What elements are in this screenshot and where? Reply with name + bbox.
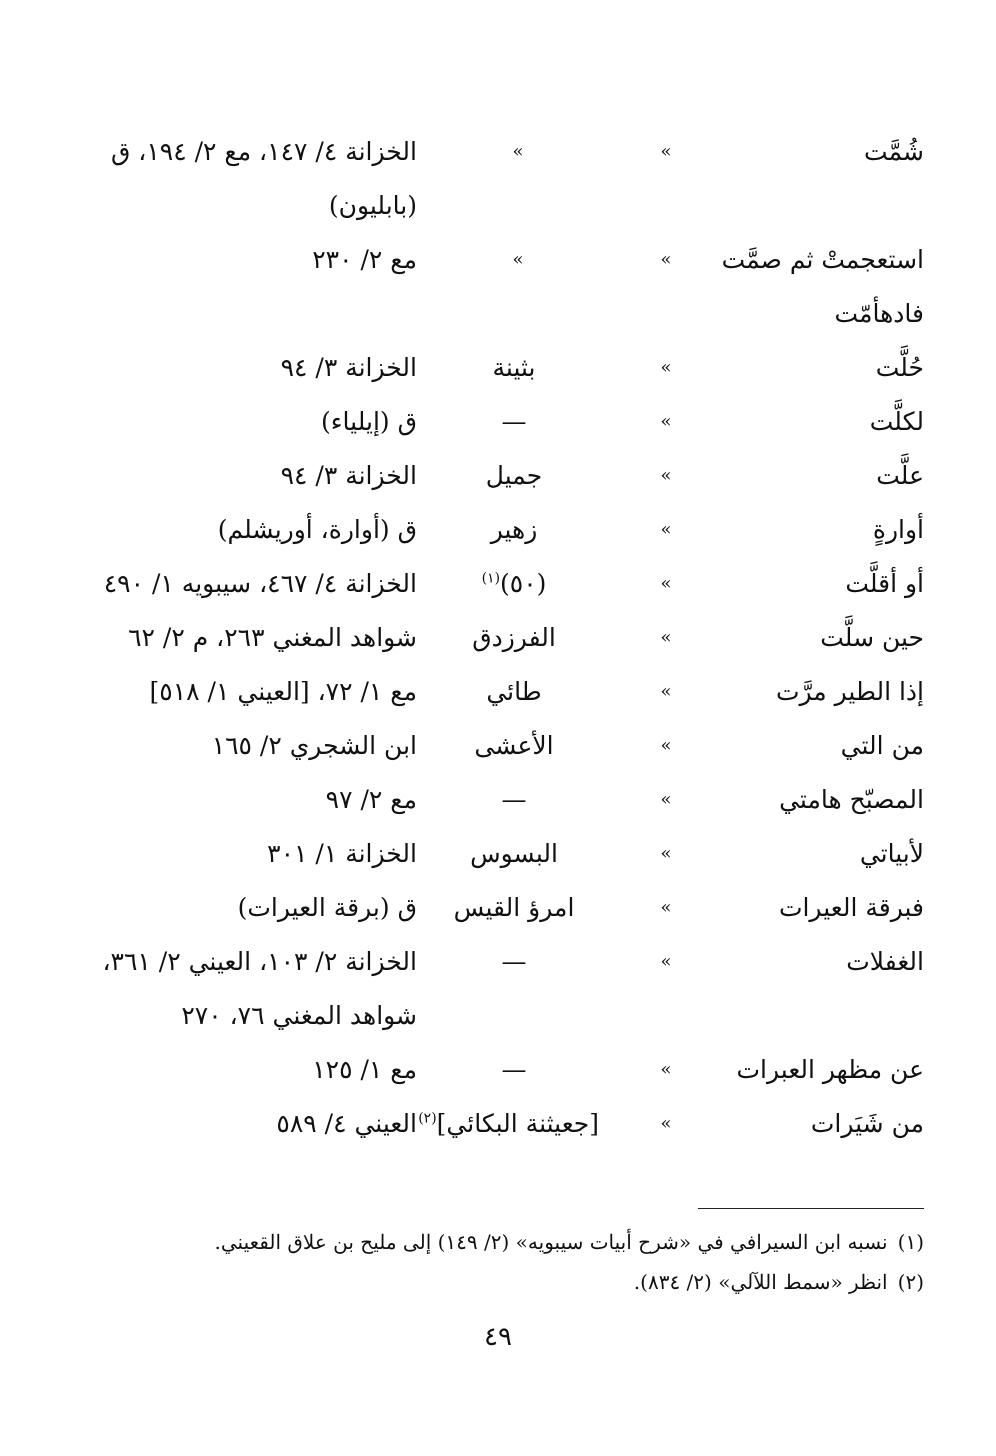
rhyme-word: استعجمتْ ثم صمَّت bbox=[721, 245, 924, 274]
table-row bbox=[64, 719, 924, 773]
table-row bbox=[64, 395, 924, 449]
ditto-mark: » bbox=[660, 249, 672, 270]
ditto-mark: » bbox=[660, 411, 672, 432]
table-row bbox=[64, 341, 924, 395]
ditto-mark: » bbox=[660, 735, 672, 756]
rhyme-word: المصبّح هامتي bbox=[779, 785, 924, 814]
table-row bbox=[64, 449, 924, 503]
ditto-mark: » bbox=[660, 1113, 672, 1134]
footnote bbox=[64, 1222, 924, 1262]
footnote bbox=[64, 1262, 924, 1302]
ditto-mark: » bbox=[660, 627, 672, 648]
source-reference: العيني ٤/ ٥٨٩ bbox=[276, 1109, 417, 1138]
ditto-mark: » bbox=[660, 897, 672, 918]
rhyme-word: الغفلات bbox=[846, 947, 924, 976]
footnote-number: (٢) bbox=[897, 1270, 924, 1294]
ditto-mark: » bbox=[660, 681, 672, 702]
source-reference: مع ١/ ٧٢، [العيني ١/ ٥١٨] bbox=[149, 677, 417, 706]
source-reference: مع ٢/ ٢٣٠ bbox=[312, 245, 417, 274]
ditto-mark: » bbox=[660, 357, 672, 378]
source-reference: الخزانة ٢/ ١٠٣، العيني ٢/ ٣٦١، bbox=[102, 947, 417, 976]
table-row bbox=[64, 1097, 924, 1151]
ditto-mark: » bbox=[512, 249, 524, 270]
ditto-mark: » bbox=[660, 519, 672, 540]
rhyme-index-table bbox=[64, 125, 924, 1151]
poet-name-text: (٥٠) bbox=[500, 569, 547, 598]
ditto-mark: » bbox=[660, 465, 672, 486]
ditto-mark: » bbox=[512, 141, 524, 162]
rhyme-word: لأبياتي bbox=[859, 839, 924, 868]
source-reference: شواهد المغني ٢٦٣، م ٢/ ٦٢ bbox=[128, 623, 417, 652]
source-reference: مع ٢/ ٩٧ bbox=[325, 785, 417, 814]
rhyme-word: فبرقة العيرات bbox=[778, 893, 924, 922]
table-row bbox=[64, 827, 924, 881]
source-reference: الخزانة ٣/ ٩٤ bbox=[280, 461, 417, 490]
footnote-text: نسبه ابن السيرافي في «شرح أبيات سيبويه» (٢/ ١٤٩) إلى مليح بن علاق القعيني. bbox=[214, 1230, 888, 1254]
rhyme-word: أو أقلَّت bbox=[845, 569, 924, 598]
source-reference: ق (أوارة، أوريشلم) bbox=[217, 515, 417, 544]
table-row bbox=[64, 287, 924, 341]
table-row bbox=[64, 773, 924, 827]
rhyme-word: حُلَّت bbox=[875, 353, 924, 382]
rhyme-word: عن مظهر العبرات bbox=[736, 1055, 924, 1084]
poet-name bbox=[418, 1097, 599, 1151]
ditto-mark: » bbox=[660, 843, 672, 864]
table-row bbox=[64, 179, 924, 233]
source-reference: ق (إيلياء) bbox=[321, 407, 417, 436]
table-row bbox=[64, 557, 924, 611]
source-reference: الخزانة ١/ ٣٠١ bbox=[267, 839, 417, 868]
footnote-reference: (١) bbox=[481, 570, 501, 587]
poet-name: زهير bbox=[490, 515, 538, 544]
ditto-mark: » bbox=[660, 951, 672, 972]
source-reference: الخزانة ٤/ ٤٦٧، سيبويه ١/ ٤٩٠ bbox=[103, 569, 417, 598]
footnote-number: (١) bbox=[897, 1230, 924, 1254]
poet-name: طائي bbox=[486, 677, 542, 706]
source-reference-continued: شواهد المغني ٧٦، ٢٧٠ bbox=[181, 1001, 417, 1030]
poet-name: الأعشى bbox=[474, 731, 554, 760]
table-row bbox=[64, 881, 924, 935]
poet-name: امرؤ القيس bbox=[453, 893, 575, 922]
table-row bbox=[64, 989, 924, 1043]
table-row bbox=[64, 233, 924, 287]
source-reference: الخزانة ٣/ ٩٤ bbox=[280, 353, 417, 382]
table-row bbox=[64, 125, 924, 179]
source-reference: ق (برقة العيرات) bbox=[237, 893, 417, 922]
rhyme-word: من شَيَرات bbox=[810, 1109, 924, 1138]
poet-name: — bbox=[501, 1055, 527, 1084]
footnote-reference: (٢) bbox=[418, 1110, 437, 1127]
poet-name: بثينة bbox=[492, 353, 536, 382]
poet-name-text: [جعيثنة البكائي] bbox=[436, 1109, 599, 1138]
poet-name bbox=[429, 557, 599, 611]
footnotes bbox=[64, 1222, 924, 1302]
poet-name: — bbox=[501, 947, 527, 976]
poet-name: — bbox=[501, 785, 527, 814]
poet-name: الفرزدق bbox=[472, 623, 556, 652]
rhyme-word: من التي bbox=[840, 731, 924, 760]
table-row bbox=[64, 503, 924, 557]
rhyme-word: شُمَّت bbox=[864, 137, 924, 166]
ditto-mark: » bbox=[660, 789, 672, 810]
rhyme-word: لكلَّت bbox=[869, 407, 924, 436]
footnote-divider bbox=[698, 1208, 924, 1209]
table-row bbox=[64, 1043, 924, 1097]
rhyme-word: أوارةٍ bbox=[872, 515, 924, 544]
source-reference: ابن الشجري ٢/ ١٦٥ bbox=[211, 731, 417, 760]
table-row bbox=[64, 665, 924, 719]
rhyme-word: إذا الطير مرَّت bbox=[775, 677, 924, 706]
ditto-mark: » bbox=[660, 1059, 672, 1080]
footnote-text: انظر «سمط اللآلي» (٢/ ٨٣٤). bbox=[633, 1270, 888, 1294]
page-number: ٤٩ bbox=[484, 1322, 512, 1352]
source-reference-continued: (بابليون) bbox=[328, 191, 417, 220]
rhyme-word-continued: فادهأمّت bbox=[834, 299, 924, 328]
rhyme-word: حين سلَّت bbox=[820, 623, 924, 652]
rhyme-word: علَّت bbox=[876, 461, 924, 490]
table-row bbox=[64, 611, 924, 665]
table-row bbox=[64, 935, 924, 989]
poet-name: جميل bbox=[485, 461, 543, 490]
poet-name: البسوس bbox=[470, 839, 558, 868]
ditto-mark: » bbox=[660, 141, 672, 162]
ditto-mark: » bbox=[660, 573, 672, 594]
poet-name: — bbox=[501, 407, 527, 436]
source-reference: الخزانة ٤/ ١٤٧، مع ٢/ ١٩٤، ق bbox=[110, 137, 417, 166]
source-reference: مع ١/ ١٢٥ bbox=[312, 1055, 417, 1084]
